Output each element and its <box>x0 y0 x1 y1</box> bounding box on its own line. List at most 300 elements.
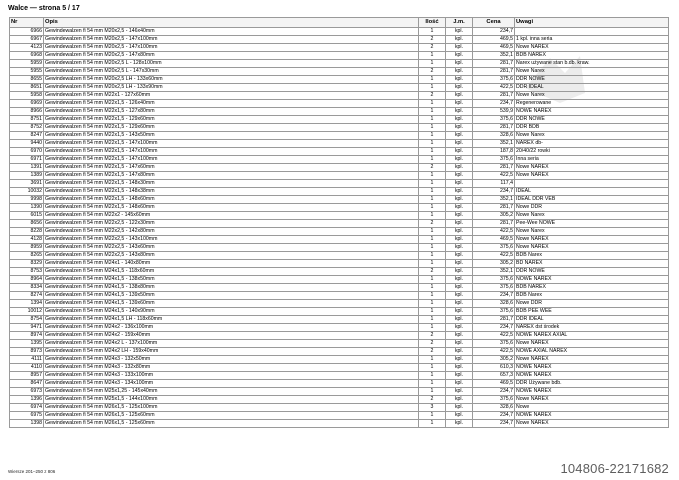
table-row <box>10 316 669 324</box>
cell-cena: 328,6 <box>473 404 515 412</box>
table-row <box>10 372 669 380</box>
table-row <box>10 84 669 92</box>
cell-cena: 375,6 <box>473 396 515 404</box>
cell-nr: 5955 <box>10 68 44 76</box>
cell-cena: 281,7 <box>473 68 515 76</box>
cell-ilosc: 1 <box>419 116 446 124</box>
cell-ilosc: 1 <box>419 380 446 388</box>
cell-jm: kpl. <box>446 100 473 108</box>
cell-opis: Gewindewalzen fi 54 mm M24x3 - 133x100mm <box>44 372 419 380</box>
cell-opis: Gewindewalzen fi 54 mm M24x2 - 159x40mm <box>44 332 419 340</box>
cell-jm: kpl. <box>446 252 473 260</box>
cell-jm: kpl. <box>446 324 473 332</box>
cell-nr: 3691 <box>10 180 44 188</box>
cell-cena: 305,2 <box>473 356 515 364</box>
cell-jm: kpl. <box>446 84 473 92</box>
cell-nr: 4110 <box>10 364 44 372</box>
cell-uwagi: NOWE NAREX <box>515 364 669 372</box>
cell-jm: kpl. <box>446 388 473 396</box>
cell-uwagi: Pee-Wee NOWE <box>515 220 669 228</box>
cell-ilosc: 1 <box>419 364 446 372</box>
cell-ilosc: 2 <box>419 68 446 76</box>
cell-ilosc: 2 <box>419 268 446 276</box>
cell-uwagi: BDB Narex <box>515 292 669 300</box>
cell-uwagi: Nowe NAREX <box>515 236 669 244</box>
cell-ilosc: 2 <box>419 164 446 172</box>
table-row <box>10 180 669 188</box>
cell-cena: 234,7 <box>473 292 515 300</box>
cell-opis: Gewindewalzen fi 54 mm M22x1,5 - 148x60mm <box>44 204 419 212</box>
cell-nr: 6974 <box>10 404 44 412</box>
cell-opis: Gewindewalzen fi 54 mm M22x2 - 145x60mm <box>44 212 419 220</box>
table-row <box>10 92 669 100</box>
cell-ilosc: 2 <box>419 340 446 348</box>
cell-opis: Gewindewalzen fi 54 mm M26x1,5 - 125x60mm <box>44 412 419 420</box>
cell-cena: 234,7 <box>473 420 515 428</box>
cell-ilosc: 1 <box>419 204 446 212</box>
cell-ilosc: 1 <box>419 76 446 84</box>
cell-nr: 6015 <box>10 212 44 220</box>
cell-ilosc: 1 <box>419 100 446 108</box>
cell-jm: kpl. <box>446 236 473 244</box>
cell-jm: kpl. <box>446 292 473 300</box>
cell-jm: kpl. <box>446 180 473 188</box>
cell-uwagi: NOWE NAREX <box>515 108 669 116</box>
cell-cena: 281,7 <box>473 124 515 132</box>
cell-opis: Gewindewalzen fi 54 mm M22x1 - 127x60mm <box>44 92 419 100</box>
cell-ilosc: 1 <box>419 372 446 380</box>
cell-opis: Gewindewalzen fi 54 mm M24x1,5 - 139x60mm <box>44 300 419 308</box>
cell-opis: Gewindewalzen fi 54 mm M24x1,5 - 140x90mm <box>44 308 419 316</box>
cell-ilosc: 1 <box>419 212 446 220</box>
cell-nr: 1398 <box>10 420 44 428</box>
cell-uwagi: Nowe NAREX <box>515 44 669 52</box>
col-header-nr: Nr <box>10 18 44 28</box>
cell-cena: 234,7 <box>473 188 515 196</box>
table-row <box>10 116 669 124</box>
cell-cena: 281,7 <box>473 164 515 172</box>
cell-nr: 8973 <box>10 348 44 356</box>
cell-cena: 375,6 <box>473 284 515 292</box>
cell-nr: 4123 <box>10 44 44 52</box>
cell-cena: 422,5 <box>473 332 515 340</box>
cell-ilosc: 1 <box>419 316 446 324</box>
cell-opis: Gewindewalzen fi 54 mm M26x1,5 - 125x100mm <box>44 404 419 412</box>
cell-opis: Gewindewalzen fi 54 mm M22x2,5 - 143x60mm <box>44 244 419 252</box>
cell-uwagi: NOWE NAREX <box>515 412 669 420</box>
cell-jm: kpl. <box>446 44 473 52</box>
cell-jm: kpl. <box>446 140 473 148</box>
cell-nr: 10032 <box>10 188 44 196</box>
cell-cena: 117,4 <box>473 180 515 188</box>
cell-nr: 8247 <box>10 132 44 140</box>
cell-uwagi: BDB PEE WEE <box>515 308 669 316</box>
cell-uwagi: Nowe <box>515 404 669 412</box>
cell-uwagi: DDR NOWE <box>515 76 669 84</box>
cell-cena: 422,5 <box>473 348 515 356</box>
table-row <box>10 68 669 76</box>
cell-jm: kpl. <box>446 300 473 308</box>
cell-uwagi: NOWE NAREX <box>515 372 669 380</box>
col-header-opis: Opis <box>44 18 419 28</box>
cell-cena: 375,6 <box>473 276 515 284</box>
cell-jm: kpl. <box>446 124 473 132</box>
table-row <box>10 380 669 388</box>
cell-jm: kpl. <box>446 220 473 228</box>
table-row <box>10 76 669 84</box>
cell-uwagi: Regenerowane <box>515 100 669 108</box>
table-row <box>10 220 669 228</box>
cell-jm: kpl. <box>446 36 473 44</box>
cell-cena: 234,7 <box>473 100 515 108</box>
cell-nr: 10012 <box>10 308 44 316</box>
cell-nr: 8753 <box>10 268 44 276</box>
cell-cena: 469,5 <box>473 380 515 388</box>
cell-uwagi: DDR IDEAL <box>515 316 669 324</box>
table-row <box>10 140 669 148</box>
table-row <box>10 156 669 164</box>
cell-uwagi: Nowe DDR <box>515 204 669 212</box>
cell-uwagi: IDEAL DDR VEB <box>515 196 669 204</box>
cell-opis: Gewindewalzen fi 54 mm M24x3 - 132x80mm <box>44 364 419 372</box>
cell-uwagi: NAREX db- <box>515 140 669 148</box>
table-row <box>10 404 669 412</box>
cell-cena: 305,2 <box>473 212 515 220</box>
cell-uwagi: BDB NAREX <box>515 284 669 292</box>
cell-jm: kpl. <box>446 76 473 84</box>
cell-cena: 375,6 <box>473 76 515 84</box>
cell-cena: 539,9 <box>473 108 515 116</box>
cell-cena: 469,5 <box>473 36 515 44</box>
cell-jm: kpl. <box>446 164 473 172</box>
cell-nr: 8334 <box>10 284 44 292</box>
table-row <box>10 300 669 308</box>
cell-jm: kpl. <box>446 92 473 100</box>
cell-opis: Gewindewalzen fi 54 mm M26x1,5 - 125x60mm <box>44 420 419 428</box>
cell-nr: 5959 <box>10 60 44 68</box>
table-row <box>10 308 669 316</box>
col-header-jm: J.m. <box>446 18 473 28</box>
cell-opis: Gewindewalzen fi 54 mm M22x2,5 - 122x30mm <box>44 220 419 228</box>
cell-ilosc: 2 <box>419 348 446 356</box>
cell-opis: Gewindewalzen fi 54 mm M24x1,5 - 138x50mm <box>44 276 419 284</box>
cell-cena: 375,6 <box>473 156 515 164</box>
cell-ilosc: 1 <box>419 228 446 236</box>
cell-opis: Gewindewalzen fi 54 mm M24x2 LH - 159x40mm <box>44 348 419 356</box>
cell-jm: kpl. <box>446 60 473 68</box>
cell-ilosc: 1 <box>419 156 446 164</box>
cell-jm: kpl. <box>446 332 473 340</box>
cell-opis: Gewindewalzen fi 54 mm M24x1,5 - 138x80mm <box>44 284 419 292</box>
cell-cena: 375,6 <box>473 116 515 124</box>
cell-uwagi: Nowe NAREX <box>515 396 669 404</box>
cell-opis: Gewindewalzen fi 54 mm M22x1,5 - 147x60mm <box>44 164 419 172</box>
cell-opis: Gewindewalzen fi 54 mm M20x2,5 - 147x80mm <box>44 52 419 60</box>
table-row <box>10 420 669 428</box>
cell-opis: Gewindewalzen fi 54 mm M22x1,5 - 147x100mm <box>44 156 419 164</box>
cell-jm: kpl. <box>446 148 473 156</box>
cell-opis: Gewindewalzen fi 54 mm M24x1 - 140x80mm <box>44 260 419 268</box>
table-row <box>10 388 669 396</box>
cell-nr: 1396 <box>10 396 44 404</box>
table-row <box>10 44 669 52</box>
table-row <box>10 268 669 276</box>
cell-ilosc: 1 <box>419 148 446 156</box>
cell-jm: kpl. <box>446 244 473 252</box>
cell-cena: 422,5 <box>473 84 515 92</box>
cell-jm: kpl. <box>446 276 473 284</box>
cell-ilosc: 1 <box>419 236 446 244</box>
cell-jm: kpl. <box>446 348 473 356</box>
cell-cena: 281,7 <box>473 60 515 68</box>
cell-jm: kpl. <box>446 52 473 60</box>
cell-nr: 8265 <box>10 252 44 260</box>
table-row <box>10 212 669 220</box>
cell-nr: 9471 <box>10 324 44 332</box>
cell-cena: 610,3 <box>473 364 515 372</box>
cell-nr: 8959 <box>10 244 44 252</box>
cell-ilosc: 3 <box>419 404 446 412</box>
cell-nr: 1390 <box>10 204 44 212</box>
cell-uwagi: BDB Narex <box>515 252 669 260</box>
cell-jm: kpl. <box>446 356 473 364</box>
cell-jm: kpl. <box>446 420 473 428</box>
cell-ilosc: 1 <box>419 196 446 204</box>
cell-ilosc: 1 <box>419 60 446 68</box>
cell-nr: 8655 <box>10 76 44 84</box>
cell-uwagi: Nowe NAREX <box>515 340 669 348</box>
cell-ilosc: 1 <box>419 356 446 364</box>
cell-opis: Gewindewalzen fi 54 mm M25x1,25 - 145x40mm <box>44 388 419 396</box>
cell-cena: 375,6 <box>473 340 515 348</box>
cell-opis: Gewindewalzen fi 54 mm M20x2,5 - 146x40mm <box>44 28 419 36</box>
cell-nr: 4111 <box>10 356 44 364</box>
table-row <box>10 148 669 156</box>
cell-ilosc: 1 <box>419 292 446 300</box>
listing-id: 104806-22171682 <box>560 461 669 476</box>
table-row <box>10 412 669 420</box>
cell-nr: 6970 <box>10 148 44 156</box>
cell-opis: Gewindewalzen fi 54 mm M22x1,5 - 147x100mm <box>44 140 419 148</box>
cell-ilosc: 2 <box>419 332 446 340</box>
cell-cena: 234,7 <box>473 388 515 396</box>
cell-opis: Gewindewalzen fi 54 mm M24x3 - 134x100mm <box>44 380 419 388</box>
page-title: Walce — strona 5 / 17 <box>8 5 80 12</box>
table-row <box>10 100 669 108</box>
cell-ilosc: 1 <box>419 28 446 36</box>
cell-cena: 234,7 <box>473 412 515 420</box>
table-row <box>10 364 669 372</box>
cell-ilosc: 1 <box>419 252 446 260</box>
table-header-row <box>10 18 669 28</box>
table-row <box>10 356 669 364</box>
cell-uwagi: Nowe NAREX <box>515 420 669 428</box>
cell-jm: kpl. <box>446 212 473 220</box>
col-header-cena: Cena <box>473 18 515 28</box>
cell-ilosc: 2 <box>419 92 446 100</box>
cell-nr: 6975 <box>10 412 44 420</box>
cell-nr: 8966 <box>10 108 44 116</box>
cell-opis: Gewindewalzen fi 54 mm M22x1,5 - 143x50mm <box>44 132 419 140</box>
cell-jm: kpl. <box>446 156 473 164</box>
cell-ilosc: 1 <box>419 188 446 196</box>
cell-ilosc: 1 <box>419 132 446 140</box>
cell-opis: Gewindewalzen fi 54 mm M20x2,5 - 147x100mm <box>44 44 419 52</box>
cell-nr: 8957 <box>10 372 44 380</box>
cell-uwagi: Nowe Narex <box>515 228 669 236</box>
cell-ilosc: 2 <box>419 220 446 228</box>
cell-uwagi: Nowe NAREX <box>515 172 669 180</box>
cell-uwagi: Nowe NAREX <box>515 164 669 172</box>
cell-cena: 234,7 <box>473 28 515 36</box>
cell-nr: 6968 <box>10 52 44 60</box>
cell-nr: 6973 <box>10 388 44 396</box>
cell-jm: kpl. <box>446 308 473 316</box>
cell-uwagi: Nowe Narex <box>515 68 669 76</box>
cell-jm: kpl. <box>446 228 473 236</box>
cell-nr: 8964 <box>10 276 44 284</box>
cell-ilosc: 1 <box>419 284 446 292</box>
cell-uwagi: 20/40/22 rowki <box>515 148 669 156</box>
cell-uwagi: Nowe NAREX <box>515 356 669 364</box>
table-row <box>10 236 669 244</box>
cell-cena: 281,7 <box>473 204 515 212</box>
cell-jm: kpl. <box>446 28 473 36</box>
cell-nr: 8974 <box>10 332 44 340</box>
cell-ilosc: 1 <box>419 140 446 148</box>
cell-nr: 1391 <box>10 164 44 172</box>
cell-uwagi: Nowe Narex <box>515 92 669 100</box>
cell-opis: Gewindewalzen fi 54 mm M25x1,5 - 144x100mm <box>44 396 419 404</box>
cell-jm: kpl. <box>446 372 473 380</box>
table-row <box>10 252 669 260</box>
cell-opis: Gewindewalzen fi 54 mm M20x2,5 - 147x100mm <box>44 36 419 44</box>
cell-cena: 281,7 <box>473 220 515 228</box>
cell-ilosc: 1 <box>419 172 446 180</box>
cell-cena: 328,6 <box>473 132 515 140</box>
cell-uwagi: NOWE NAREX <box>515 276 669 284</box>
table-row <box>10 260 669 268</box>
col-header-uwagi: Uwagi <box>515 18 669 28</box>
cell-uwagi: DDR BDB <box>515 124 669 132</box>
table-row <box>10 348 669 356</box>
cell-nr: 8274 <box>10 292 44 300</box>
cell-opis: Gewindewalzen fi 54 mm M24x2 - 136x100mm <box>44 324 419 332</box>
cell-jm: kpl. <box>446 412 473 420</box>
table-row <box>10 332 669 340</box>
cell-cena: 352,1 <box>473 268 515 276</box>
table-row <box>10 188 669 196</box>
cell-nr: 9998 <box>10 196 44 204</box>
cell-nr: 8656 <box>10 220 44 228</box>
cell-jm: kpl. <box>446 396 473 404</box>
cell-opis: Gewindewalzen fi 54 mm M24x1,5 LH - 118x60mm <box>44 316 419 324</box>
cell-uwagi: NOWE AXIAL NAREX <box>515 348 669 356</box>
table-row <box>10 28 669 36</box>
cell-nr: 6967 <box>10 36 44 44</box>
cell-cena: 281,7 <box>473 92 515 100</box>
cell-uwagi: BDB NAREX <box>515 52 669 60</box>
cell-nr: 8647 <box>10 380 44 388</box>
cell-uwagi: Nowe NAREX <box>515 244 669 252</box>
cell-ilosc: 2 <box>419 36 446 44</box>
cell-opis: Gewindewalzen fi 54 mm M22x2,5 - 143x100mm <box>44 236 419 244</box>
cell-uwagi: Nowe Narex <box>515 212 669 220</box>
cell-jm: kpl. <box>446 204 473 212</box>
cell-cena: 657,3 <box>473 372 515 380</box>
cell-jm: kpl. <box>446 268 473 276</box>
table-row <box>10 172 669 180</box>
cell-ilosc: 1 <box>419 244 446 252</box>
cell-opis: Gewindewalzen fi 54 mm M22x1,5 - 148x60mm <box>44 196 419 204</box>
cell-ilosc: 2 <box>419 396 446 404</box>
cell-nr: 5958 <box>10 92 44 100</box>
cell-ilosc: 1 <box>419 420 446 428</box>
table-row <box>10 108 669 116</box>
cell-jm: kpl. <box>446 132 473 140</box>
cell-opis: Gewindewalzen fi 54 mm M24x3 - 132x50mm <box>44 356 419 364</box>
cell-cena: 469,5 <box>473 44 515 52</box>
cell-jm: kpl. <box>446 188 473 196</box>
cell-opis: Gewindewalzen fi 54 mm M20x2,5 LH - 133x60mm <box>44 76 419 84</box>
cell-jm: kpl. <box>446 404 473 412</box>
table-row <box>10 340 669 348</box>
cell-uwagi: 1 kpl. inna seria <box>515 36 669 44</box>
cell-opis: Gewindewalzen fi 54 mm M24x1,5 - 139x50mm <box>44 292 419 300</box>
cell-uwagi <box>515 180 669 188</box>
table-row <box>10 396 669 404</box>
cell-jm: kpl. <box>446 284 473 292</box>
cell-nr: 8752 <box>10 124 44 132</box>
cell-nr: 8651 <box>10 84 44 92</box>
cell-cena: 375,6 <box>473 244 515 252</box>
cell-ilosc: 1 <box>419 180 446 188</box>
cell-cena: 187,8 <box>473 148 515 156</box>
cell-nr: 1389 <box>10 172 44 180</box>
cell-nr: 9440 <box>10 140 44 148</box>
cell-uwagi: Inna seria <box>515 156 669 164</box>
cell-opis: Gewindewalzen fi 54 mm M22x1,5 - 129x60mm <box>44 124 419 132</box>
cell-uwagi: DDR NOWE <box>515 268 669 276</box>
cell-uwagi: IDEAL <box>515 188 669 196</box>
table-row <box>10 244 669 252</box>
cell-cena: 469,5 <box>473 236 515 244</box>
cell-nr: 6969 <box>10 100 44 108</box>
table-row <box>10 228 669 236</box>
cell-ilosc: 2 <box>419 44 446 52</box>
cell-ilosc: 1 <box>419 276 446 284</box>
rows-info: Wiersze 201–250 z 806 <box>8 469 56 474</box>
cell-uwagi: Nowe DDR <box>515 300 669 308</box>
cell-ilosc: 1 <box>419 260 446 268</box>
cell-cena: 352,1 <box>473 140 515 148</box>
table-row <box>10 292 669 300</box>
cell-jm: kpl. <box>446 316 473 324</box>
cell-uwagi: NOWE NAREX AXIAL <box>515 332 669 340</box>
cell-nr: 8751 <box>10 116 44 124</box>
cell-opis: Gewindewalzen fi 54 mm M22x1,5 - 126x40mm <box>44 100 419 108</box>
cell-cena: 328,6 <box>473 300 515 308</box>
table-row <box>10 60 669 68</box>
cell-ilosc: 1 <box>419 308 446 316</box>
cell-cena: 422,5 <box>473 252 515 260</box>
cell-opis: Gewindewalzen fi 54 mm M22x1,5 - 127x80mm <box>44 108 419 116</box>
table-row <box>10 324 669 332</box>
cell-ilosc: 1 <box>419 300 446 308</box>
cell-opis: Gewindewalzen fi 54 mm M22x1,5 - 147x100mm <box>44 148 419 156</box>
cell-uwagi: Nowe Narex <box>515 132 669 140</box>
cell-nr: 1395 <box>10 340 44 348</box>
